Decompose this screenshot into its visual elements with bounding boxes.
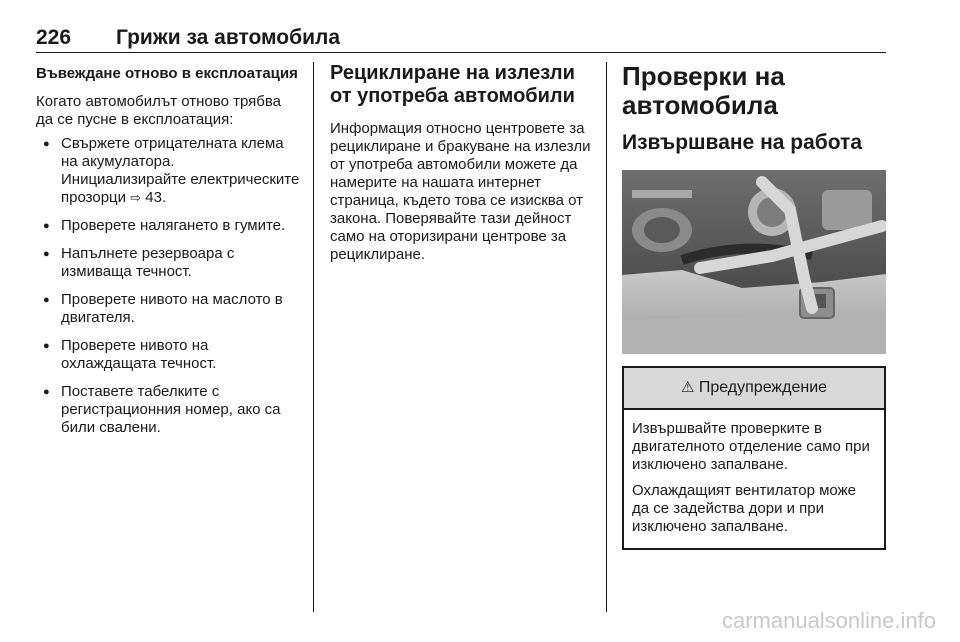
warning-title: Предупреждение bbox=[698, 379, 828, 396]
arrow-right-icon[interactable]: ⇨ bbox=[130, 190, 142, 205]
page-number: 226 bbox=[36, 26, 72, 49]
column-divider-2 bbox=[606, 62, 607, 612]
list-item bbox=[36, 135, 300, 207]
running-title: Грижи за автомобила bbox=[116, 26, 341, 49]
reactivation-intro: Когато автомобилът отново трябва да се пусне в експлоатация: bbox=[36, 93, 281, 128]
list-item-text: Напълнете резервоара с измиваща течност. bbox=[61, 245, 235, 280]
watermark: carmanualsonline.info bbox=[721, 608, 936, 633]
engine-bay-photo bbox=[622, 170, 886, 354]
section-heading-performing-work: Извършване на работа bbox=[622, 131, 863, 154]
warning-paragraph: Охлаждащият вентилатор може да се задейства дори и при изключено запалване. bbox=[632, 482, 856, 535]
warning-header bbox=[624, 368, 884, 410]
list-item bbox=[36, 217, 300, 235]
page-header bbox=[36, 26, 886, 52]
list-item-text: Проверете нивото на маслото в двигателя. bbox=[61, 291, 283, 326]
cross-reference-link[interactable]: 43. bbox=[145, 189, 167, 206]
section-heading-recycling: Рециклиране на излезли от употреба автомобили bbox=[330, 62, 575, 107]
column-vehicle-checks bbox=[622, 62, 886, 550]
warning-triangle-icon: ⚠ bbox=[680, 379, 695, 396]
warning-body bbox=[624, 410, 884, 548]
column-divider-1 bbox=[313, 62, 314, 612]
list-item-text: Поставете табелките с регистрационния номер, ако са били свалени. bbox=[61, 383, 281, 436]
warning-box bbox=[622, 366, 886, 550]
list-item bbox=[36, 383, 300, 437]
list-item-text: Проверете налягането в гумите. bbox=[61, 217, 286, 234]
list-item-text: Свържете отрицателната клема на акумулатора. Инициализирайте електрическите прозорци bbox=[61, 135, 300, 206]
section-heading-reactivation: Въвеждане отново в експлоатация bbox=[36, 65, 298, 82]
column-recycling bbox=[330, 62, 592, 270]
list-item-text: Проверете нивото на охлаждащата течност. bbox=[61, 337, 217, 372]
header-rule bbox=[36, 52, 886, 53]
reactivation-list bbox=[36, 135, 300, 437]
list-item bbox=[36, 337, 300, 373]
chapter-title: Проверки на автомобила bbox=[622, 61, 785, 120]
column-reactivation bbox=[36, 62, 300, 447]
list-item bbox=[36, 245, 300, 281]
warning-paragraph: Извършвайте проверките в двигателното отделение само при изключено запалване. bbox=[632, 420, 870, 473]
list-item bbox=[36, 291, 300, 327]
recycling-body: Информация относно центровете за рециклиране и бракуване на излезли от употреба автомобили можете да намерите на нашата интернет страница, където това се изисква от закона. Поверявайте тази дейност само на оторизирани центрове за рециклиране. bbox=[330, 120, 591, 263]
